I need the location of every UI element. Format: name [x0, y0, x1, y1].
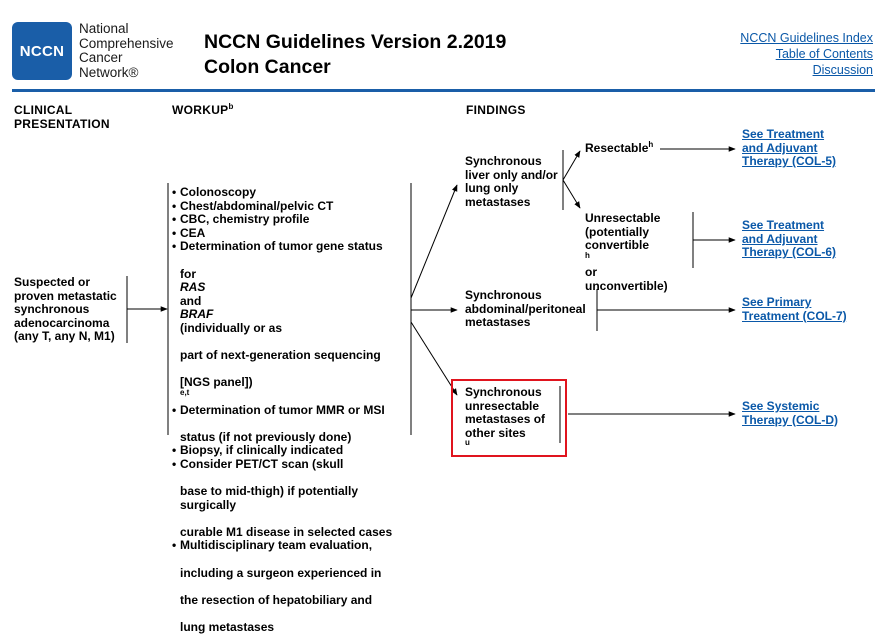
guidelines-index-link[interactable]: NCCN Guidelines Index [740, 31, 873, 45]
see-systemic-therapy-cold-link[interactable] [742, 400, 838, 427]
gene-status-line: [NGS panel]) [180, 375, 253, 390]
org-name-line: Network® [79, 64, 139, 80]
unresectable-text: convertible [585, 238, 650, 253]
unresectable-text: or [585, 265, 597, 280]
finding-line: Synchronous [465, 385, 542, 399]
arrow-to-liver-lung [411, 185, 457, 298]
table-of-contents-link[interactable]: Table of Contents [775, 47, 873, 61]
unresectable-line [585, 239, 668, 280]
workup-item-text: Chest/abdominal/pelvic CT [180, 198, 334, 213]
workup-list [172, 186, 412, 635]
workup-item-pet-ct: • Consider PET/CT scan (skull base to mid-thigh) if potentially surgically curable M1 disease in selected cases [172, 458, 412, 540]
finding-line: metastases of [465, 412, 546, 427]
mmr-line: status (if not previously done) [180, 429, 352, 444]
see-treatment-col6-link[interactable] [742, 219, 836, 260]
gene-status-line: (individually or as [180, 320, 283, 335]
gene-status-for: for [180, 266, 196, 281]
link-line[interactable]: See Treatment [742, 218, 825, 232]
gene-status-line: part of next-generation sequencing [180, 348, 381, 363]
pet-line: curable M1 disease in selected cases [180, 524, 393, 539]
presentation-line: adenocarcinoma [14, 315, 110, 330]
link-line[interactable]: Therapy (COL-D) [742, 412, 838, 427]
finding-line-text: other sites [465, 425, 526, 440]
workup-item-text: CEA [180, 225, 206, 240]
mdt-line: including a surgeon experienced in [180, 565, 382, 580]
resectable-label [585, 142, 653, 156]
presentation-line: Suspected or [14, 275, 91, 289]
unresectable-line: (potentially [585, 224, 650, 239]
finding-line: Synchronous [465, 154, 542, 168]
finding-line: abdominal/peritoneal [465, 301, 586, 316]
presentation-line: synchronous [14, 302, 90, 317]
gene-status-and: and [180, 293, 202, 308]
workup-item: • CBC, chemistry profile [172, 213, 412, 227]
finding-liver-lung [465, 155, 558, 209]
link-line[interactable]: Therapy (COL-5) [742, 154, 837, 169]
guideline-version: NCCN Guidelines Version 2.2019 [204, 31, 507, 53]
unresectable-line: unconvertible) [585, 278, 668, 293]
link-line[interactable]: See Systemic [742, 399, 820, 413]
finding-line: unresectable [465, 398, 540, 413]
footnote-ref: h [585, 250, 590, 260]
discussion-link[interactable]: Discussion [812, 63, 873, 77]
link-line[interactable]: Treatment (COL-7) [742, 308, 847, 323]
footnote-ref: u [465, 438, 470, 448]
mmr-line: Determination of tumor MMR or MSI [180, 402, 385, 417]
heading-line: CLINICAL [14, 103, 73, 117]
workup-item-mmr: • Determination of tumor MMR or MSI status (if not previously done) [172, 404, 412, 445]
pet-line: Consider PET/CT scan (skull [180, 456, 344, 471]
clinical-presentation [14, 276, 117, 344]
link-line[interactable]: Therapy (COL-6) [742, 245, 837, 260]
see-primary-treatment-col7-link[interactable] [742, 296, 847, 323]
finding-line [465, 427, 545, 454]
heading-line: FINDINGS [466, 103, 526, 117]
finding-line: metastases [465, 315, 531, 330]
workup-item-text: CBC, chemistry profile [180, 212, 310, 227]
finding-peritoneal [465, 289, 586, 330]
finding-line: Synchronous [465, 288, 542, 302]
workup-item: • Biopsy, if clinically indicated [172, 444, 412, 458]
unresectable-label [585, 212, 668, 294]
unresectable-line: Unresectable [585, 211, 661, 225]
gene-braf: BRAF [180, 307, 214, 322]
mdt-line: lung metastases [180, 620, 275, 634]
link-line[interactable]: and Adjuvant [742, 140, 818, 155]
nccn-logo: NCCN [12, 22, 72, 80]
arrow-to-resectable [563, 151, 580, 180]
workup-item: • Chest/abdominal/pelvic CT [172, 200, 412, 214]
org-name-line: National [79, 21, 129, 36]
presentation-line: proven metastatic [14, 288, 117, 303]
workup-item-mdt: • Multidisciplinary team evaluation, including a surgeon experienced in the resection of hepatobiliary and lung metastases [172, 539, 412, 634]
footnote-ref: h [648, 140, 654, 149]
workup-item-text: Colonoscopy [180, 185, 257, 199]
finding-line: lung only [465, 181, 519, 196]
link-line[interactable]: See Primary [742, 295, 812, 309]
footnote-ref: e,t [180, 387, 190, 397]
heading-line: WORKUP [172, 103, 229, 117]
finding-line: metastases [465, 194, 531, 209]
finding-line: liver only and/or [465, 167, 558, 182]
workup-item: • CEA [172, 227, 412, 241]
gene-status-line: Determination of tumor gene status [180, 239, 383, 254]
link-line[interactable]: See Treatment [742, 127, 825, 141]
workup-item: • Colonoscopy [172, 186, 412, 200]
arrow-to-unresectable [563, 180, 580, 208]
gene-ras: RAS [180, 280, 206, 295]
org-name-line: Comprehensive [79, 35, 174, 51]
pet-line: base to mid-thigh) if potentially surgically [180, 484, 358, 512]
finding-other-sites [465, 386, 545, 454]
org-name-line: Cancer [79, 50, 123, 65]
mdt-line: Multidisciplinary team evaluation, [180, 538, 373, 553]
footnote-ref: b [228, 102, 234, 111]
mdt-line: the resection of hepatobiliary and [180, 592, 373, 607]
see-treatment-col5-link[interactable] [742, 128, 836, 169]
presentation-line: (any T, any N, M1) [14, 329, 115, 344]
link-line[interactable]: and Adjuvant [742, 231, 818, 246]
guideline-subject: Colon Cancer [204, 56, 331, 78]
heading-line: PRESENTATION [14, 116, 110, 131]
workup-item-text: Biopsy, if clinically indicated [180, 443, 344, 458]
resectable-text: Resectable [585, 141, 649, 155]
workup-item-gene-status: • Determination of tumor gene status for RAS and BRAF (individually or as part of next-generation sequencing [NGS panel]) $^{e,t}$ [172, 240, 412, 403]
